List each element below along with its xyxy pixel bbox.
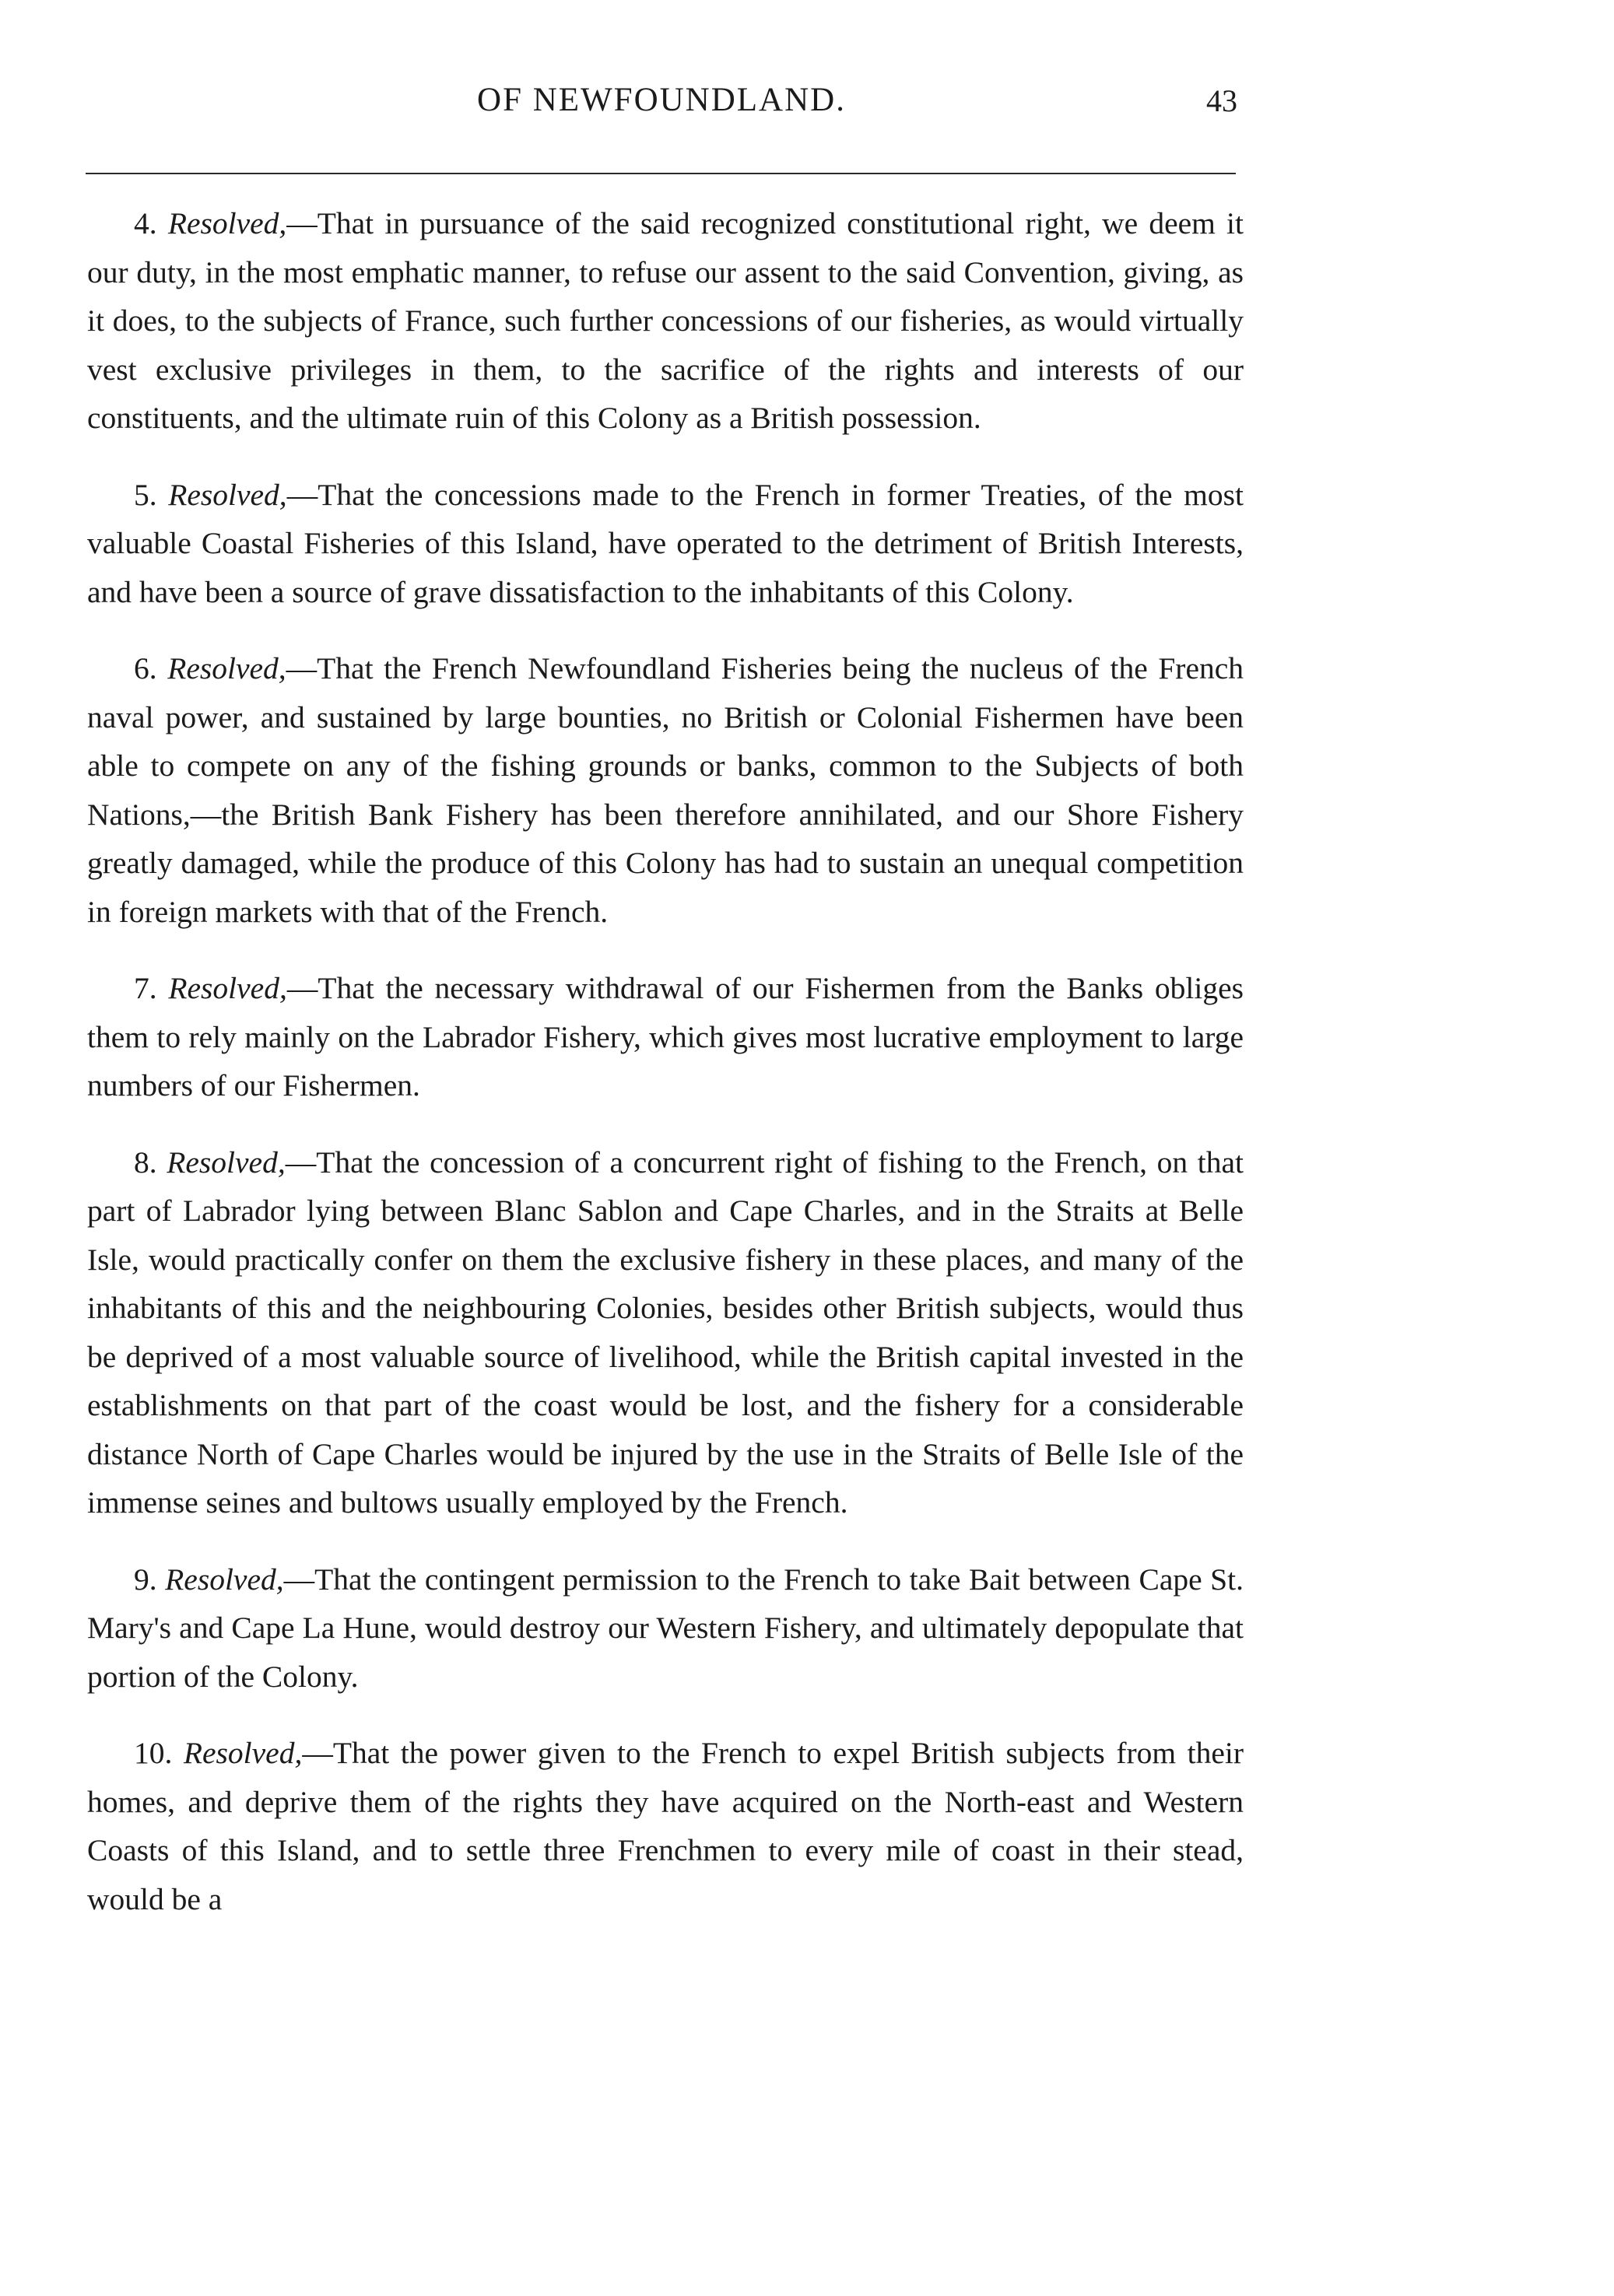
paragraph-number: 4. — [134, 206, 157, 240]
resolved-label: Resolved, — [183, 1736, 303, 1770]
paragraph-resolution-9 — [87, 1555, 1244, 1702]
paragraph-number: 5. — [134, 477, 157, 512]
running-head — [86, 81, 1237, 128]
resolved-label: Resolved, — [168, 477, 287, 512]
resolved-label: Resolved, — [167, 1144, 286, 1180]
paragraph-text: —That the necessary withdrawal of our Fishermen from the Banks obliges them to rely mainly on the Labrador Fishery, which gives most lucrative employment to large numbers of our Fishermen. — [87, 971, 1244, 1102]
paragraph-resolution-5 — [87, 471, 1244, 617]
paragraph-number: 10. — [134, 1736, 173, 1770]
paragraph-resolution-4 — [87, 199, 1244, 443]
paragraph-number: 8. — [134, 1144, 157, 1180]
resolved-label: Resolved, — [167, 206, 287, 240]
paragraph-text: —That the concession of a concurrent right of fishing to the French, on that part of Labrador lying between Blanc Sablon and Cape Charles, and in the Straits at Belle Isle, would practically confer on them the exclusive fishery in these places, and many of the inhabitants of this and the neighbouring Colonies, besides other British subjects, would thus be deprived of a most valuable source of livelihood, while the British capital invested in the establishments on that part of the coast would be lost, and the fishery for a considerable distance North of Cape Charles would be injured by the use in the Straits of Belle Isle of the immense seines and bultows usually employed by the French. — [87, 1144, 1244, 1520]
paragraph-text: —That the French Newfoundland Fisheries being the nucleus of the French naval power, and sustained by large bounties, no British or Colonial Fishermen have been able to compete on any of the fishing grounds or banks, common to the Subjects of both Nations,—the British Bank Fishery has been therefore annihilated, and our Shore Fishery greatly damaged, while the produce of this Colony has had to sustain an unequal competition in foreign markets with that of the French. — [87, 651, 1244, 929]
header-rule — [86, 173, 1236, 174]
paragraph-resolution-6 — [87, 644, 1244, 936]
paragraph-resolution-10 — [87, 1729, 1244, 1923]
paragraph-text: —That the power given to the French to expel British subjects from their homes, and deprive them of the rights they have acquired on the North-east and Western Coasts of this Island, and to settle three Frenchmen to every mile of coast in their stead, would be a — [87, 1736, 1244, 1916]
resolved-label: Resolved, — [167, 651, 286, 685]
running-title: OF NEWFOUNDLAND. — [477, 82, 846, 118]
paragraph-resolution-8 — [87, 1138, 1244, 1527]
paragraph-text: —That the concessions made to the French in former Treaties, of the most valuable Coastal Fisheries of this Island, have operated to the detriment of British Interests, and have been a source of grave dissatisfaction to the inhabitants of this Colony. — [87, 477, 1244, 609]
body-text — [87, 199, 1244, 1951]
resolved-label: Resolved, — [168, 971, 287, 1005]
paragraph-resolution-7 — [87, 964, 1244, 1110]
resolved-label: Resolved, — [165, 1562, 284, 1597]
paragraph-text: —That the contingent permission to the French to take Bait between Cape St. Mary's and Cape La Hune, would destroy our Western Fishery, and ultimately depopulate that portion of the Colony. — [87, 1562, 1244, 1694]
page-number: 43 — [1206, 83, 1237, 118]
paragraph-text: —That in pursuance of the said recognized constitutional right, we deem it our duty, in the most emphatic manner, to refuse our assent to the said Convention, giving, as it does, to the subjects of France, such further concessions of our fisheries, as would virtually vest exclusive privileges in them, to the sacrifice of the rights and interests of our constituents, and the ultimate ruin of this Colony as a British possession. — [87, 206, 1244, 435]
paragraph-number: 7. — [134, 971, 157, 1005]
paragraph-number: 9. — [134, 1562, 157, 1597]
paragraph-number: 6. — [134, 651, 157, 685]
